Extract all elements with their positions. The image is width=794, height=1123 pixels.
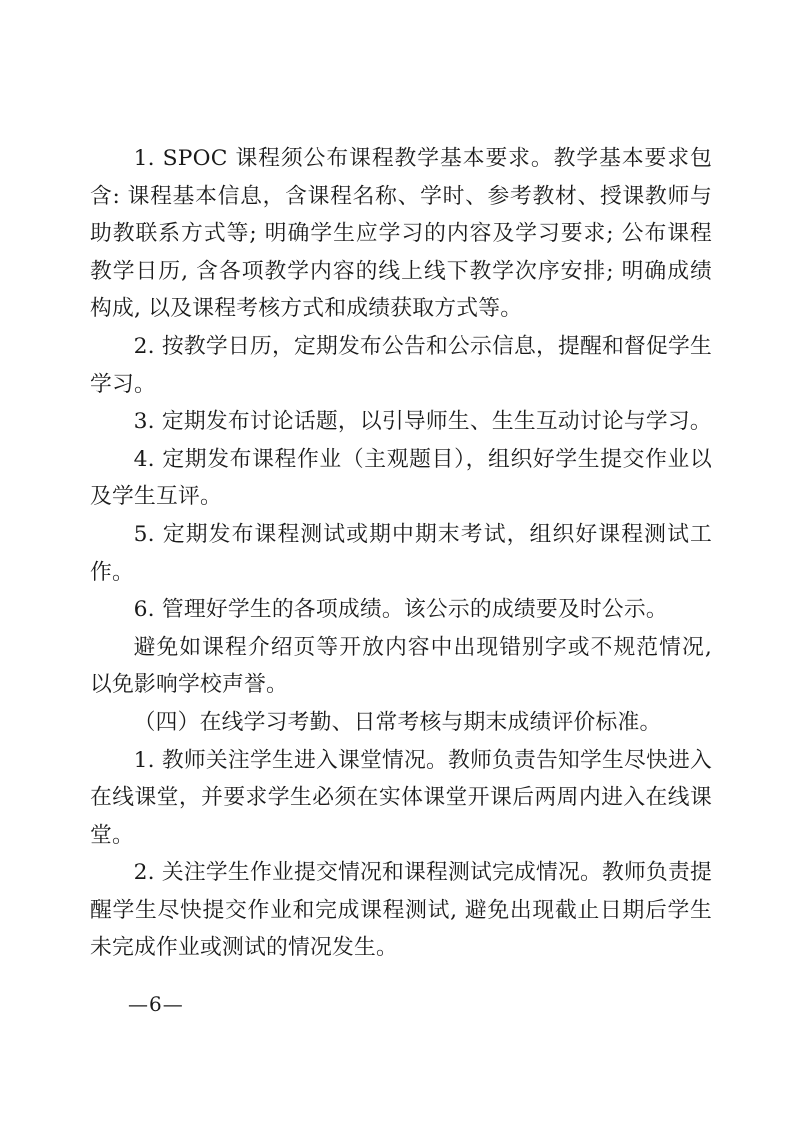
paragraph: （四）在线学习考勤、日常考核与期末成绩评价标准。 [133, 709, 662, 735]
page-number: —6— [128, 992, 184, 1016]
paragraph: 5. 定期发布课程测试或期中期末考试，组织好课程测试工作。 [90, 521, 712, 585]
document-body [90, 140, 712, 967]
paragraph: 4. 定期发布课程作业（主观题目），组织好学生提交作业以及学生互评。 [90, 446, 712, 510]
paragraph: 6. 管理好学生的各项成绩。该公示的成绩要及时公示。 [133, 597, 668, 623]
paragraph: 3. 定期发布讨论话题，以引导师生、生生互动讨论与学习。 [133, 409, 712, 435]
paragraph: 2. 按教学日历，定期发布公告和公示信息，提醒和督促学生学习。 [90, 333, 712, 397]
paragraph: 2. 关注学生作业提交情况和课程测试完成情况。教师负责提醒学生尽快提交作业和完成课程测试, 避免出现截止日期后学生未完成作业或测试的情况发生。 [90, 860, 712, 961]
paragraph: 1. 教师关注学生进入课堂情况。教师负责告知学生尽快进入在线课堂，并要求学生必须在实体课堂开课后两周内进入在线课堂。 [90, 747, 712, 848]
paragraph: 1. SPOC 课程须公布课程教学基本要求。教学基本要求包含: 课程基本信息，含课程名称、学时、参考教材、授课教师与助教联系方式等; 明确学生应学习的内容及学习要求; 公布课程教学日历, 含各项教学内容的线上线下教学次序安排; 明确成绩构成, 以及课程考核方式和成绩获取方式等。 [90, 146, 712, 322]
paragraph: 避免如课程介绍页等开放内容中出现错别字或不规范情况, 以免影响学校声誉。 [90, 634, 712, 698]
